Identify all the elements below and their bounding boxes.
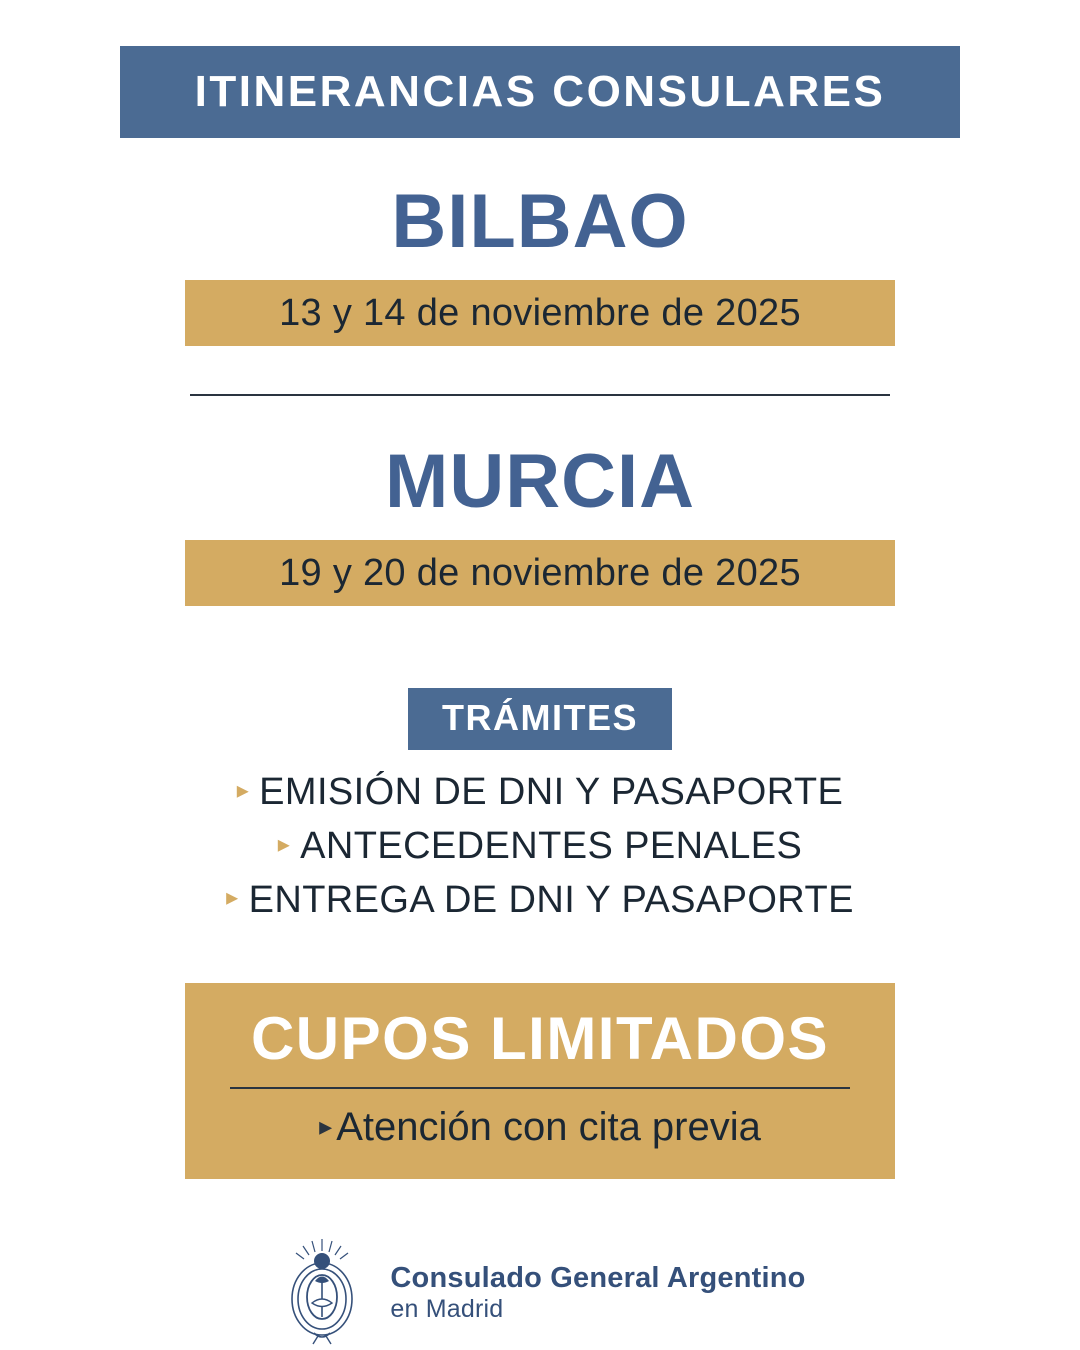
list-item bbox=[237, 772, 844, 814]
city-dates: 13 y 14 de noviembre de 2025 bbox=[185, 280, 895, 346]
footer-logo-block bbox=[274, 1237, 805, 1347]
page-title: ITINERANCIAS CONSULARES bbox=[194, 67, 886, 116]
header-banner bbox=[120, 46, 960, 138]
city-dates: 19 y 20 de noviembre de 2025 bbox=[185, 540, 895, 606]
tramites-label: TRÁMITES bbox=[442, 697, 638, 738]
triangle-right-icon: ▸ bbox=[226, 884, 239, 912]
triangle-right-icon: ▸ bbox=[236, 776, 250, 804]
cupos-subtitle: Atención con cita previa bbox=[336, 1105, 761, 1150]
argentina-coat-of-arms-icon bbox=[274, 1237, 370, 1347]
list-item bbox=[226, 880, 854, 922]
tramites-list bbox=[226, 772, 854, 921]
list-item-label: ANTECEDENTES PENALES bbox=[300, 824, 803, 867]
footer-org-location: en Madrid bbox=[390, 1294, 504, 1323]
city-name: BILBAO bbox=[391, 179, 689, 264]
cupos-rule bbox=[230, 1087, 850, 1089]
list-item bbox=[278, 826, 803, 868]
list-item-label: EMISIÓN DE DNI Y PASAPORTE bbox=[259, 771, 844, 813]
cupos-subtitle-row bbox=[319, 1105, 761, 1149]
footer-org-name: Consulado General Argentino bbox=[390, 1261, 806, 1294]
cupos-title: CUPOS LIMITADOS bbox=[250, 1005, 830, 1073]
city-block-bilbao bbox=[0, 138, 1080, 346]
city-block-murcia bbox=[0, 396, 1080, 606]
tramites-banner bbox=[408, 688, 672, 750]
cupos-limitados-box bbox=[185, 983, 895, 1179]
triangle-right-icon: ▸ bbox=[277, 830, 291, 858]
city-name: MURCIA bbox=[385, 439, 695, 524]
footer-text bbox=[390, 1261, 805, 1325]
triangle-right-icon: ▸ bbox=[319, 1111, 333, 1142]
list-item-label: ENTREGA DE DNI Y PASAPORTE bbox=[248, 878, 854, 921]
